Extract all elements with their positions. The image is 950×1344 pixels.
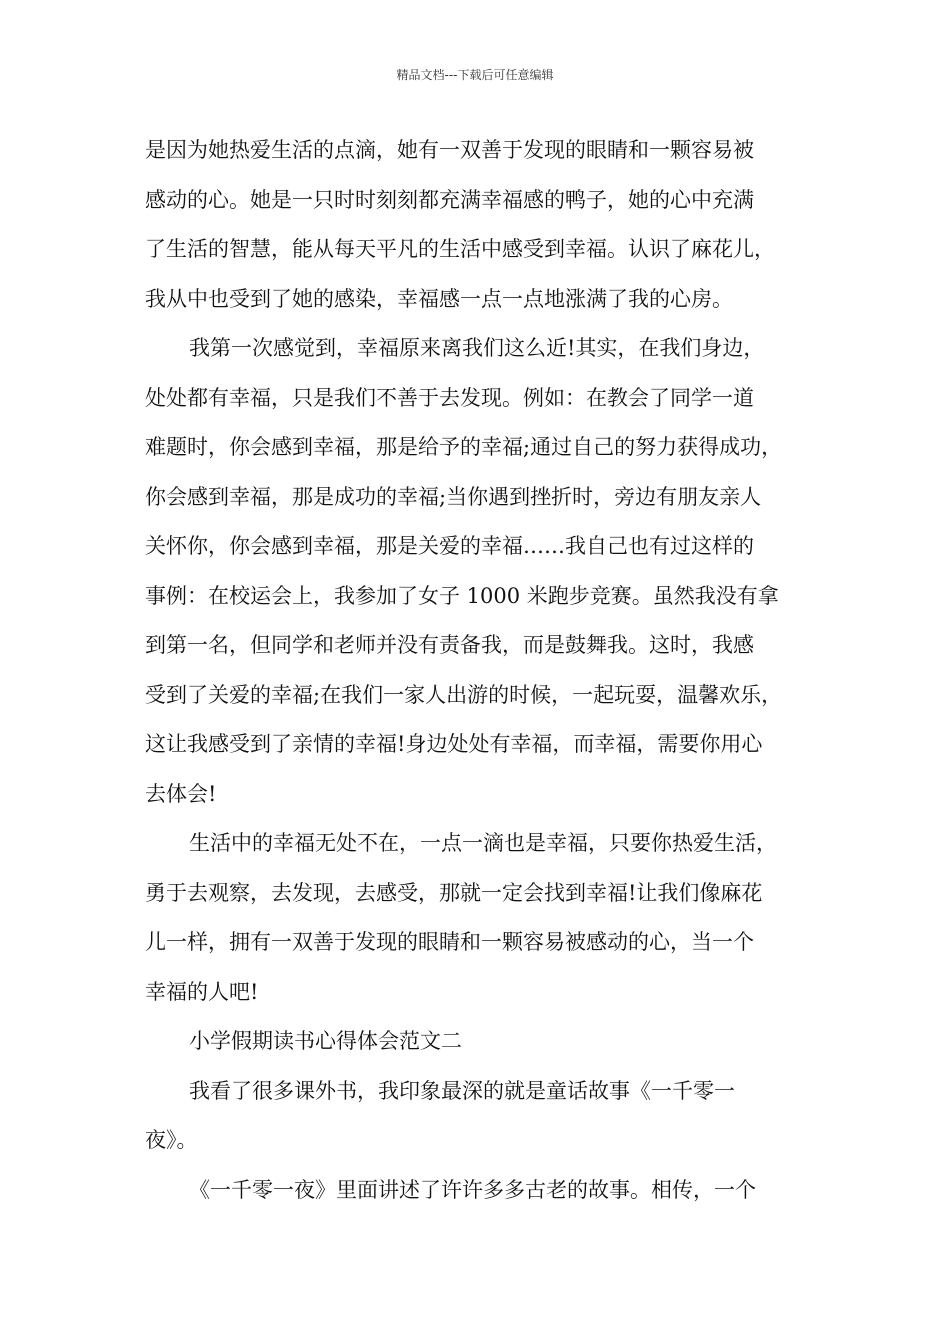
text-line: 儿一样，拥有一双善于发现的眼睛和一颗容易被感动的心，当一个 [145,930,754,954]
page-header: 精品文档---下载后可任意编辑 [396,68,554,82]
text-line: 勇于去观察，去发现，去感受，那就一定会找到幸福!让我们像麻花 [145,880,763,905]
text-line: 《一千零一夜》里面讲述了许许多多古老的故事。相传，一个 [189,1177,756,1202]
text-line: 去体会! [145,781,217,806]
text-line: 受到了关爱的幸福;在我们一家人出游的时候，一起玩耍，温馨欢乐， [145,682,783,707]
text-line: 生活中的幸福无处不在，一点一滴也是幸福，只要你热爱生活， [189,831,777,855]
section-heading: 小学假期读书心得体会范文二 [189,1029,462,1053]
text-line: 了生活的智慧，能从每天平凡的生活中感受到幸福。认识了麻花儿， [145,237,775,261]
text-line: 幸福的人吧! [145,979,259,1004]
text-line: 我看了很多课外书，我印象最深的就是童话故事《一千零一 [189,1078,735,1103]
text-line: 这让我感受到了亲情的幸福!身边处处有幸福，而幸福，需要你用心 [145,732,763,756]
text-line: 我第一次感觉到，幸福原来离我们这么近!其实，在我们身边， [189,336,765,360]
document-body [145,126,815,1215]
text-line: 处处都有幸福，只是我们不善于去发现。例如：在教会了同学一道 [145,385,754,410]
text-line: 难题时，你会感到幸福，那是给予的幸福;通过自己的努力获得成功， [145,435,783,459]
text-line: 是因为她热爱生活的点滴，她有一双善于发现的眼睛和一颗容易被 [145,138,754,162]
text-line: 我从中也受到了她的感染，幸福感一点一点地涨满了我的心房。 [145,286,733,311]
text-line: 到第一名，但同学和老师并没有责备我，而是鼓舞我。这时，我感 [145,633,754,657]
text-line: 你会感到幸福，那是成功的幸福;当你遇到挫折时，旁边有朋友亲人 [145,484,762,509]
text-line: 感动的心。她是一只时时刻刻都充满幸福感的鸭子，她的心中充满 [145,187,754,212]
text-line: 关怀你，你会感到幸福，那是关爱的幸福……我自己也有过这样的 [145,534,754,558]
text-line: 夜》。 [145,1128,198,1152]
text-line: 事例：在校运会上，我参加了女子 1000 米跑步竞赛。虽然我没有拿 [145,583,779,608]
